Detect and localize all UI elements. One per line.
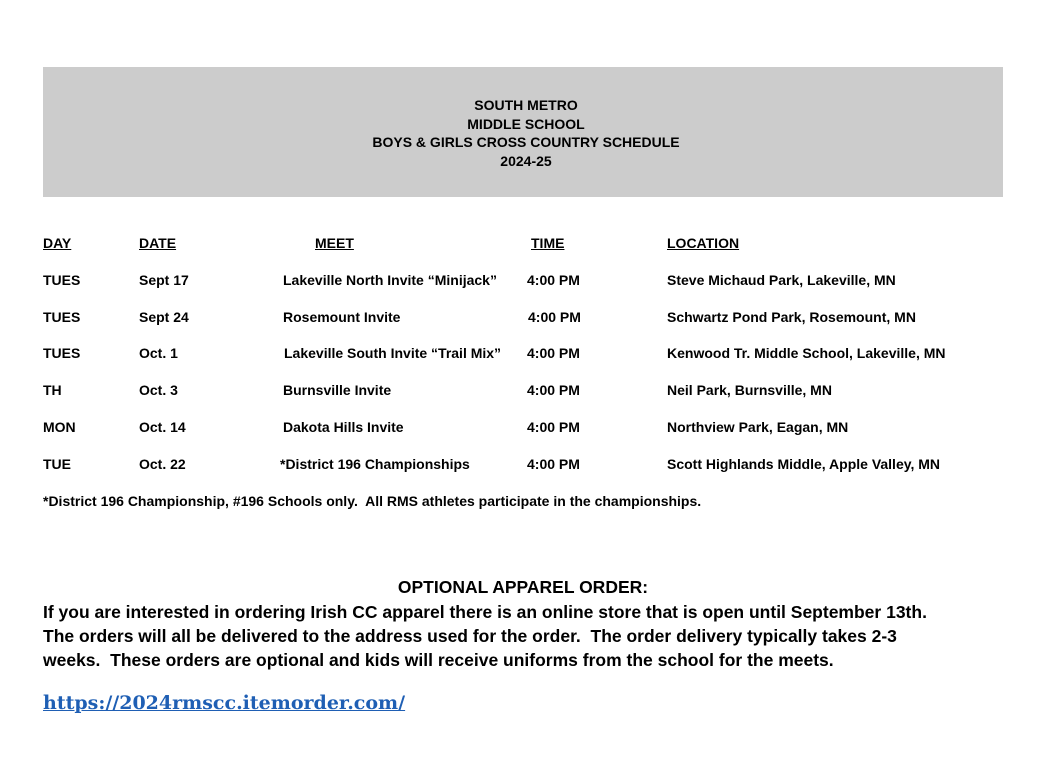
cell-day: TUES <box>43 345 81 361</box>
cell-date: Oct. 3 <box>139 382 178 398</box>
apparel-paragraph <box>43 600 1013 672</box>
cell-day: MON <box>43 419 76 435</box>
cell-time: 4:00 PM <box>527 419 580 435</box>
cell-time: 4:00 PM <box>527 272 580 288</box>
cell-location: Scott Highlands Middle, Apple Valley, MN <box>667 456 941 472</box>
cell-location: Northview Park, Eagan, MN <box>667 419 849 435</box>
apparel-title: OPTIONAL APPAREL ORDER: <box>397 577 649 597</box>
header-schedule-title: BOYS & GIRLS CROSS COUNTRY SCHEDULE <box>372 134 680 150</box>
column-header-location: LOCATION <box>667 235 740 251</box>
cell-meet: Lakeville North Invite “Minijack” <box>283 272 497 288</box>
cell-meet: Dakota Hills Invite <box>283 419 404 435</box>
cell-time: 4:00 PM <box>527 345 580 361</box>
cell-date: Oct. 1 <box>139 345 178 361</box>
apparel-store-link[interactable]: https://2024rmscc.itemorder.com/ <box>43 692 406 714</box>
column-header-time: TIME <box>531 235 565 251</box>
cell-day: TUES <box>43 272 81 288</box>
cell-day: TH <box>43 382 62 398</box>
cell-meet: Rosemount Invite <box>283 309 401 325</box>
column-header-date: DATE <box>139 235 177 251</box>
cell-date: Sept 24 <box>139 309 189 325</box>
cell-meet: *District 196 Championships <box>280 456 470 472</box>
cell-day: TUE <box>43 456 71 472</box>
apparel-line: The orders will all be delivered to the address used for the order. The order delivery typically takes 2-3 <box>43 626 897 646</box>
cell-meet: Burnsville Invite <box>283 382 392 398</box>
cell-meet: Lakeville South Invite “Trail Mix” <box>284 345 502 361</box>
cell-location: Steve Michaud Park, Lakeville, MN <box>667 272 896 288</box>
schedule-header-banner <box>43 67 1003 197</box>
cell-date: Sept 17 <box>139 272 189 288</box>
header-season: 2024-25 <box>500 152 552 169</box>
header-school-level: MIDDLE SCHOOL <box>467 115 585 132</box>
cell-date: Oct. 14 <box>139 419 186 435</box>
cell-time: 4:00 PM <box>528 309 581 325</box>
cell-location: Neil Park, Burnsville, MN <box>667 382 832 398</box>
cell-location: Kenwood Tr. Middle School, Lakeville, MN <box>667 345 946 361</box>
apparel-line: weeks. These orders are optional and kids will receive uniforms from the school for the meets. <box>43 650 834 670</box>
header-org-name: SOUTH METRO <box>474 97 578 113</box>
cell-location: Schwartz Pond Park, Rosemount, MN <box>667 309 916 325</box>
column-header-day: DAY <box>43 235 72 251</box>
apparel-line: If you are interested in ordering Irish CC apparel there is an online store that is open until September 13th. <box>43 602 927 622</box>
cell-time: 4:00 PM <box>527 456 580 472</box>
column-header-meet: MEET <box>315 235 354 251</box>
cell-day: TUES <box>43 309 81 325</box>
cell-time: 4:00 PM <box>527 382 580 398</box>
cell-date: Oct. 22 <box>139 456 186 472</box>
championship-footnote: *District 196 Championship, #196 Schools only. All RMS athletes participate in the championships. <box>43 493 702 509</box>
header-lines <box>372 96 679 170</box>
